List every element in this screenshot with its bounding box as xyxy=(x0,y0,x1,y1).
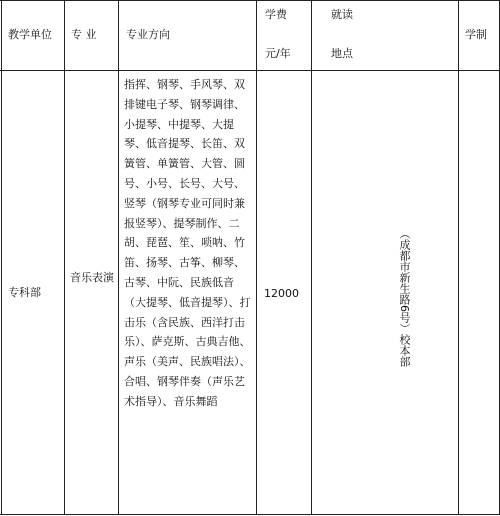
column-divider xyxy=(311,0,312,515)
header-duration: 学制 xyxy=(465,28,487,41)
column-divider xyxy=(118,0,119,515)
header-major: 专 业 xyxy=(71,28,97,41)
table-border-left xyxy=(1,0,2,515)
cell-major: 音乐表演 xyxy=(70,271,114,284)
header-divider xyxy=(0,70,500,71)
header-location-line2: 地点 xyxy=(331,47,353,60)
cell-tuition: 12000 xyxy=(264,287,299,300)
column-divider xyxy=(458,0,459,515)
header-location-line1: 就读 xyxy=(331,8,353,21)
cell-teaching-unit: 专科部 xyxy=(8,286,41,299)
column-divider xyxy=(256,0,257,515)
table-border-top xyxy=(0,0,500,1)
table-border-bottom xyxy=(0,514,500,515)
header-teaching-unit: 教学单位 xyxy=(8,28,52,41)
cell-major-direction: 指挥、钢琴、手风琴、双排键电子琴、钢琴调律、小提琴、中提琴、大提琴、低音提琴、长笛、双簧管、单簧管、大管、圆号、小号、长号、大号、竖琴（钢琴专业可同时兼报竖琴）、提琴制作、二胡、琵琶、笙、唢呐、竹笛、扬琴、古筝、柳琴、古琴、中阮、民族低音（大提琴、低音提琴）、打击乐（含民族、西洋打击乐）、萨克斯、古典吉他、声乐（美声、民族唱法）、合唱、钢琴伴奏（声乐艺术指导）、音乐舞蹈 xyxy=(124,78,251,408)
cell-study-location: （成都市新生路6号）校本部 xyxy=(398,228,411,367)
header-tuition-line1: 学费 xyxy=(265,8,287,21)
header-major-direction: 专业方向 xyxy=(126,28,170,41)
column-divider xyxy=(64,0,65,515)
header-tuition-line2: 元/年 xyxy=(265,47,291,60)
